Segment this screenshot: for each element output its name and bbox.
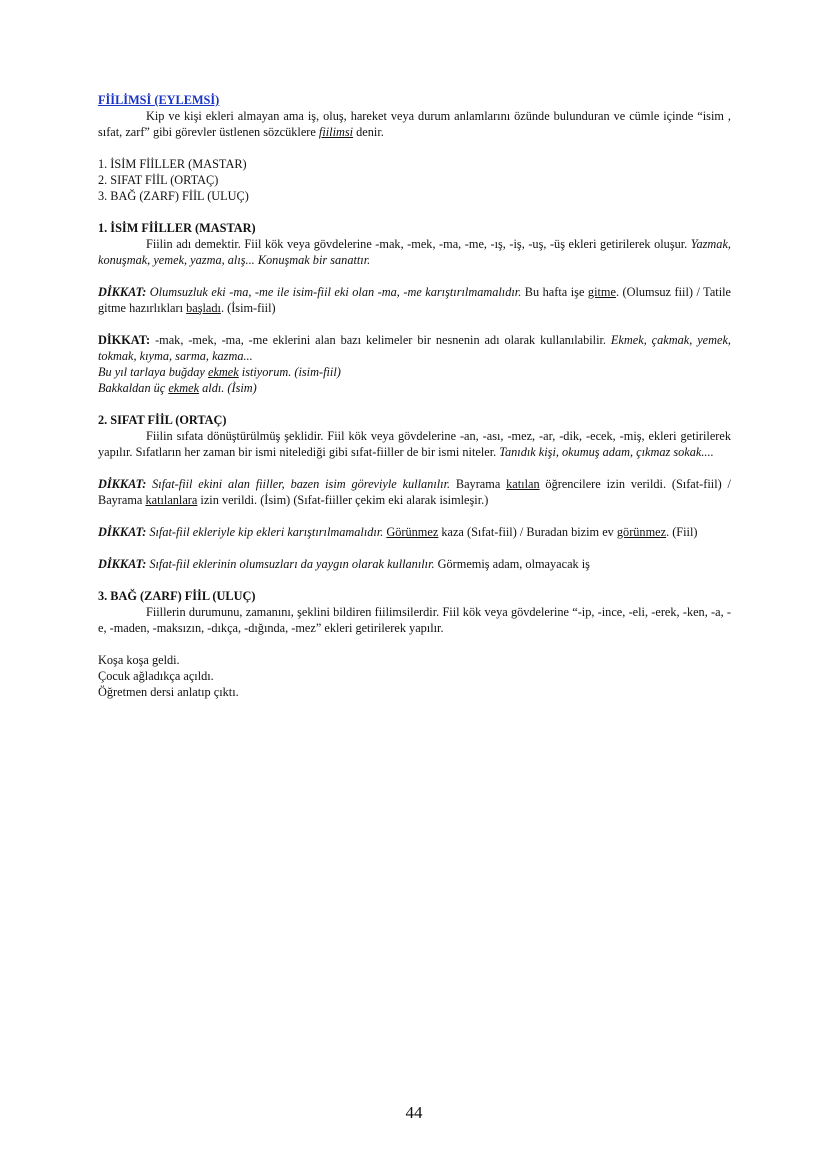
note-label: DİKKAT: — [98, 557, 147, 571]
note-text: izin verildi. (İsim) (Sıfat-fiiller çekim eki alarak isimleşir.) — [197, 493, 489, 507]
section-1-heading: 1. İSİM FİİLLER (MASTAR) — [98, 221, 256, 235]
example-underlined: ekmek — [207, 365, 239, 379]
note-text: kaza (Sıfat-fiil) / Buradan bizim ev — [438, 525, 617, 539]
document-page — [98, 92, 731, 700]
note-text: . (Fiil) — [666, 525, 698, 539]
note-label: DİKKAT: — [98, 477, 147, 491]
note-text: Bu hafta işe — [521, 285, 588, 299]
intro-end: denir. — [353, 125, 384, 139]
s1-note-2 — [98, 332, 731, 364]
s1-examples: Yazmak, konuşmak, yemek, yazma, alış... Konuşmak bir sanattır. — [98, 237, 731, 267]
note-label: DİKKAT: — [98, 525, 147, 539]
s1-example-2 — [98, 380, 731, 396]
note-label: DİKKAT: — [98, 285, 147, 299]
section-2-heading: 2. SIFAT FİİL (ORTAÇ) — [98, 413, 227, 427]
example-text: istiyorum. (isim-fiil) — [238, 365, 341, 379]
example-underlined: ekmek — [168, 381, 200, 395]
note-examples: Ekmek, çakmak, yemek, tokmak, kıyma, sarma, kazma... — [98, 333, 731, 363]
note-underlined: katılanlara — [145, 493, 198, 507]
s2-note-3 — [98, 556, 731, 572]
note-text: öğrencilere izin verildi. (Sıfat-fiil) / Bayrama — [98, 477, 731, 507]
s3-example: Çocuk ağladıkça açıldı. — [98, 669, 214, 683]
note-rule: Sıfat-fiil ekini alan fiiller, bazen isim göreviyle kullanılır. — [146, 477, 451, 491]
note-rule: Sıfat-fiil ekleriyle kip ekleri karıştırılmamalıdır. — [146, 525, 384, 539]
s3-example: Koşa koşa geldi. — [98, 653, 180, 667]
note-underlined: görünmez — [616, 525, 667, 539]
section-3-paragraph: Fiillerin durumunu, zamanını, şeklini bildiren fiilimsilerdir. Fiil kök veya gövdelerine “-ip, -ince, -eli, -erek, -ken, -a, -e, -maden, -maksızın, -dıkça, -dığında, -mez” ekleri getirilerek yapılır. — [98, 605, 731, 635]
note-underlined: gitme — [587, 285, 616, 299]
intro-paragraph — [98, 108, 731, 140]
intro-term: fiilimsi — [318, 125, 354, 139]
note-rule: Olumsuzluk eki -ma, -me ile isim-fiil eki olan -ma, -me karıştırılmamalıdır. — [146, 285, 522, 299]
s2-note-1 — [98, 476, 731, 508]
section-3-heading: 3. BAĞ (ZARF) FİİL (ULUÇ) — [98, 589, 256, 603]
note-text: . (İsim-fiil) — [220, 301, 276, 315]
note-rule: Sıfat-fiil eklerinin olumsuzları da yaygın olarak kullanılır. — [146, 557, 435, 571]
s2-examples: Tanıdık kişi, okumuş adam, çıkmaz sokak.... — [499, 445, 714, 459]
note-underlined: başladı — [186, 301, 221, 315]
section-1-paragraph — [98, 236, 731, 268]
s3-example: Öğretmen dersi anlatıp çıktı. — [98, 685, 239, 699]
s2-text: Fiilin sıfata dönüştürülmüş şeklidir. Fiil kök veya gövdelerine -an, -ası, -mez, -ar, -dik, -ecek, -miş, ekleri getirilerek yapılır. Sıfatların her zaman bir ismi nitelediği gibi sıfat-fiiller de bir ismi niteler. — [98, 429, 731, 459]
intro-text: Kip ve kişi ekleri almayan ama iş, oluş, hareket veya durum anlamlarını özünde bulunduran ve cümle içinde “isim , sıfat, zarf” gibi görevler üstlenen sözcüklere — [98, 109, 731, 139]
list-item: 2. SIFAT FİİL (ORTAÇ) — [98, 173, 219, 187]
note-label: DİKKAT: — [98, 333, 151, 347]
note-text: Bayrama — [450, 477, 507, 491]
note-underlined: katılan — [506, 477, 540, 491]
note-underlined: Görünmez — [386, 525, 439, 539]
page-title[interactable] — [98, 92, 731, 108]
s1-note-1 — [98, 284, 731, 316]
note-text: Görmemiş adam, olmayacak iş — [434, 557, 590, 571]
example-text: Bakkaldan üç — [98, 381, 169, 395]
s1-text: Fiilin adı demektir. Fiil kök veya gövdelerine -mak, -mek, -ma, -me, -ış, -iş, -uş, -üş ekleri getirilerek oluşur. — [146, 237, 691, 251]
s1-example-1 — [98, 364, 731, 380]
note-text: -mak, -mek, -ma, -me eklerini alan bazı kelimeler bir nesnenin adı olarak kullanılabilir. — [150, 333, 611, 347]
note-text: . (Olumsuz fiil) / Tatile gitme hazırlıkları — [98, 285, 731, 315]
section-2-paragraph — [98, 428, 731, 460]
list-item: 3. BAĞ (ZARF) FİİL (ULUÇ) — [98, 189, 249, 203]
page-number: 44 — [405, 1103, 423, 1122]
example-text: Bu yıl tarlaya buğday — [98, 365, 208, 379]
list-item: 1. İSİM FİİLLER (MASTAR) — [98, 157, 247, 171]
title-link[interactable]: FİİLİMSİ (EYLEMSİ) — [98, 93, 220, 107]
s2-note-2 — [98, 524, 731, 540]
example-text: aldı. (İsim) — [199, 381, 257, 395]
